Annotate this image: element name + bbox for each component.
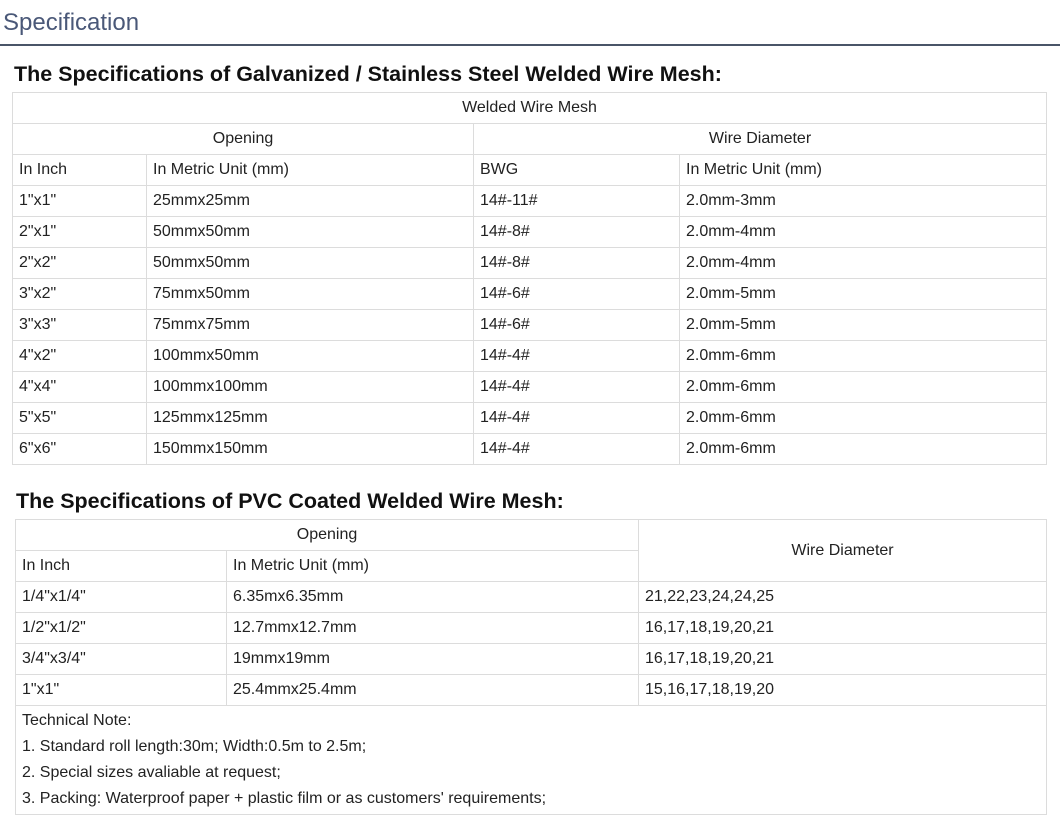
table-cell: 19mmx19mm: [227, 644, 639, 675]
table-cell: 3/4"x3/4": [16, 644, 227, 675]
column-header-inch: In Inch: [16, 551, 227, 582]
pvc-heading: The Specifications of PVC Coated Welded Wire Mesh:: [16, 489, 564, 513]
table-cell: 75mmx75mm: [147, 310, 474, 341]
table-cell: 14#-4#: [474, 434, 680, 465]
table-cell: 1"x1": [16, 675, 227, 706]
column-header-metric: In Metric Unit (mm): [227, 551, 639, 582]
table-cell: 2"x1": [13, 217, 147, 248]
table-cell: 14#-8#: [474, 248, 680, 279]
table-cell: 50mmx50mm: [147, 248, 474, 279]
table-cell: 14#-11#: [474, 186, 680, 217]
table-cell: 4"x4": [13, 372, 147, 403]
table-row: [13, 186, 1047, 217]
table-cell: 1/4"x1/4": [16, 582, 227, 613]
table-cell: 2.0mm-3mm: [680, 186, 1047, 217]
table-row: [16, 644, 1047, 675]
table-cell: 15,16,17,18,19,20: [639, 675, 1047, 706]
table-title-row: [13, 93, 1047, 124]
table-cell: 2.0mm-6mm: [680, 341, 1047, 372]
column-header-metric: In Metric Unit (mm): [147, 155, 474, 186]
table-row: [16, 675, 1047, 706]
opening-header: Opening: [13, 124, 474, 155]
table-cell: 2"x2": [13, 248, 147, 279]
table-cell: 14#-4#: [474, 403, 680, 434]
table-cell: 4"x2": [13, 341, 147, 372]
technical-note-row: [16, 706, 1047, 815]
section-title: Specification: [3, 9, 140, 36]
table-cell: 150mmx150mm: [147, 434, 474, 465]
column-header-row: [13, 155, 1047, 186]
table-cell: 2.0mm-6mm: [680, 434, 1047, 465]
table-cell: 50mmx50mm: [147, 217, 474, 248]
technical-note: [16, 706, 1047, 815]
table-cell: 1"x1": [13, 186, 147, 217]
table-cell: 2.0mm-5mm: [680, 279, 1047, 310]
table-row: [16, 613, 1047, 644]
table-cell: 16,17,18,19,20,21: [639, 613, 1047, 644]
table-row: [13, 279, 1047, 310]
table-row: [16, 582, 1047, 613]
column-header-bwg: BWG: [474, 155, 680, 186]
table-cell: 14#-8#: [474, 217, 680, 248]
table-cell: 14#-4#: [474, 341, 680, 372]
table-cell: 25mmx25mm: [147, 186, 474, 217]
table-cell: 6.35mx6.35mm: [227, 582, 639, 613]
table-row: [13, 403, 1047, 434]
column-header-inch: In Inch: [13, 155, 147, 186]
wire-diameter-header: Wire Diameter: [474, 124, 1047, 155]
technical-note-item: 1. Standard roll length:30m; Width:0.5m to 2.5m;: [22, 738, 367, 755]
technical-note-item: 3. Packing: Waterproof paper + plastic film or as customers' requirements;: [22, 790, 547, 807]
galvanized-spec-table: [12, 92, 1047, 465]
galvanized-heading: The Specifications of Galvanized / Stainless Steel Welded Wire Mesh:: [14, 62, 722, 86]
table-title: Welded Wire Mesh: [13, 93, 1047, 124]
table-cell: 2.0mm-6mm: [680, 372, 1047, 403]
technical-note-title: Technical Note:: [22, 712, 132, 729]
table-cell: 1/2"x1/2": [16, 613, 227, 644]
wire-diameter-header: Wire Diameter: [639, 520, 1047, 582]
table-cell: 2.0mm-6mm: [680, 403, 1047, 434]
table-cell: 6"x6": [13, 434, 147, 465]
table-cell: 5"x5": [13, 403, 147, 434]
table-cell: 14#-4#: [474, 372, 680, 403]
pvc-spec-table: [15, 519, 1047, 815]
table-cell: 2.0mm-4mm: [680, 248, 1047, 279]
table-cell: 2.0mm-5mm: [680, 310, 1047, 341]
table-row: [13, 434, 1047, 465]
table-cell: 25.4mmx25.4mm: [227, 675, 639, 706]
table-row: [13, 248, 1047, 279]
table-row: [13, 217, 1047, 248]
table-cell: 3"x3": [13, 310, 147, 341]
section-header: [0, 0, 1060, 46]
table-cell: 14#-6#: [474, 279, 680, 310]
table-cell: 21,22,23,24,24,25: [639, 582, 1047, 613]
table-cell: 3"x2": [13, 279, 147, 310]
group-header-row: [13, 124, 1047, 155]
opening-header: Opening: [16, 520, 639, 551]
table-row: [13, 372, 1047, 403]
group-header-row: [16, 520, 1047, 551]
table-row: [13, 341, 1047, 372]
table-cell: 16,17,18,19,20,21: [639, 644, 1047, 675]
table-cell: 75mmx50mm: [147, 279, 474, 310]
technical-note-item: 2. Special sizes avaliable at request;: [22, 764, 281, 781]
table-cell: 125mmx125mm: [147, 403, 474, 434]
table-cell: 2.0mm-4mm: [680, 217, 1047, 248]
table-cell: 100mmx100mm: [147, 372, 474, 403]
table-cell: 14#-6#: [474, 310, 680, 341]
table-row: [13, 310, 1047, 341]
column-header-wire-metric: In Metric Unit (mm): [680, 155, 1047, 186]
table-cell: 12.7mmx12.7mm: [227, 613, 639, 644]
table-cell: 100mmx50mm: [147, 341, 474, 372]
